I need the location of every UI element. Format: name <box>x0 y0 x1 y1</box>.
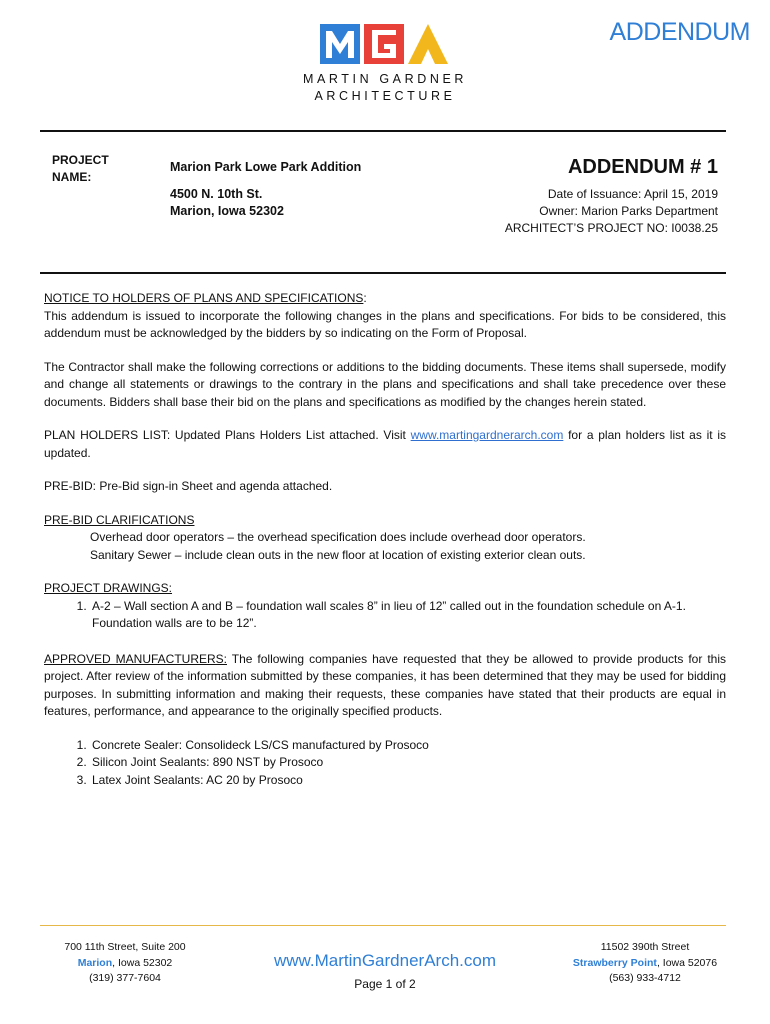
project-drawings-section <box>44 580 726 633</box>
notice-colon: : <box>363 291 367 305</box>
notice-text: This addendum is issued to incorporate the following changes in the plans and specifications. For bids to be considered, this addendum must be acknowledged by the bidders by so indicating on the Form of Proposal. <box>44 308 726 340</box>
addendum-body <box>44 290 726 805</box>
prebid-clarifications-heading: PRE-BID CLARIFICATIONS <box>44 512 195 527</box>
manufacturers-list <box>44 737 726 790</box>
owner: Owner: Marion Parks Department <box>539 204 718 218</box>
manufacturers-list-item: 1. Concrete Sealer: Consolideck LS/CS manufactured by Prosoco <box>90 737 726 755</box>
strawberry-city: Strawberry Point <box>572 956 657 969</box>
document-tag: ADDENDUM <box>609 18 750 46</box>
project-address <box>170 186 284 220</box>
footer-website-link[interactable]: www.MartinGardnerArch.com <box>273 951 496 970</box>
marion-street: 700 11th Street, Suite 200 <box>64 941 186 953</box>
project-label-line-1: PROJECT <box>52 153 109 167</box>
marion-city: Marion <box>77 956 113 969</box>
plan-holders-text-end: for a plan holders list as it is updated. <box>44 428 727 460</box>
project-name: Marion Park Lowe Park Addition <box>170 160 362 174</box>
strawberry-city-line <box>560 956 730 972</box>
mga-logo <box>320 22 450 66</box>
marion-phone: (319) 377-7604 <box>89 972 161 984</box>
manufacturers-heading: APPROVED MANUFACTURERS: <box>44 651 227 666</box>
strawberry-street: 11502 390th Street <box>600 941 690 953</box>
project-number: ARCHITECT’S PROJECT NO: I0038.25 <box>504 221 718 235</box>
project-label-line-2: NAME: <box>52 170 92 184</box>
footer-marion-office <box>40 940 210 987</box>
footer-strawberry-point-office <box>560 940 730 987</box>
project-drawings-heading: PROJECT DRAWINGS: <box>44 581 173 595</box>
notice-heading: NOTICE TO HOLDERS OF PLANS AND SPECIFICATIONS <box>44 291 364 305</box>
addendum-meta <box>460 186 718 237</box>
issuance-date: Date of Issuance: April 15, 2019 <box>547 187 718 201</box>
manufacturers-text: The following companies have requested that they be allowed to provide products for this project. After review of the information submitted by these companies, it has been determined that they may be used for bidding purposes. In submitting information and making their requests, these companies have stated that their products are equal in features, performance, and appearance to the originally specified products. <box>44 651 727 718</box>
page-number: Page 1 of 2 <box>354 977 416 991</box>
header-top-rule <box>40 130 726 132</box>
project-name-label <box>52 152 109 186</box>
clarification-item: Sanitary Sewer – include clean outs in the new floor at location of existing exterior clean outs. <box>90 547 586 562</box>
manufacturers-paragraph <box>44 651 726 721</box>
strawberry-phone: (563) 933-4712 <box>609 972 681 984</box>
spacer <box>44 633 726 651</box>
marion-state: , Iowa 52302 <box>112 956 173 969</box>
address-line-2: Marion, Iowa 52302 <box>170 204 284 218</box>
header-bottom-rule <box>40 272 726 274</box>
prebid-clarifications <box>44 512 726 565</box>
plan-holders-text: PLAN HOLDERS LIST: Updated Plans Holders List attached. Visit <box>44 428 411 442</box>
notice-paragraph <box>44 290 726 343</box>
firm-website-link[interactable]: www.martingardnerarch.com <box>410 428 564 442</box>
drawings-list-item: 1. A-2 – Wall section A and B – foundation wall scales 8” in lieu of 12” called out in the foundation schedule on A-1. Foundation walls are to be 12”. <box>90 598 726 633</box>
addendum-title: ADDENDUM # 1 <box>567 156 718 178</box>
strawberry-state: , Iowa 52076 <box>656 956 718 969</box>
firm-name-line-2: ARCHITECTURE <box>314 89 456 103</box>
address-line-1: 4500 N. 10th St. <box>170 187 263 201</box>
marion-city-line <box>40 956 210 972</box>
contractor-paragraph: The Contractor shall make the following corrections or additions to the bidding documents. These items shall supersede, modify and change all statements or drawings to the contrary in the plans and specifications and shall take precedence over these documents. Bidders shall base their bid on the plans and specifications as modified by the changes herein stated. <box>44 359 726 409</box>
footer-rule <box>40 925 726 926</box>
firm-name-line-1: MARTIN GARDNER <box>302 72 468 86</box>
manufacturers-list-item: 3. Latex Joint Sealants: AC 20 by Prosoco <box>90 772 726 790</box>
clarification-item: Overhead door operators – the overhead specification does include overhead door operators. <box>90 530 586 544</box>
prebid-paragraph: PRE-BID: Pre-Bid sign-in Sheet and agenda attached. <box>44 479 333 493</box>
manufacturers-list-item: 2. Silicon Joint Sealants: 890 NST by Prosoco <box>90 754 726 772</box>
plan-holders-paragraph <box>44 427 726 462</box>
